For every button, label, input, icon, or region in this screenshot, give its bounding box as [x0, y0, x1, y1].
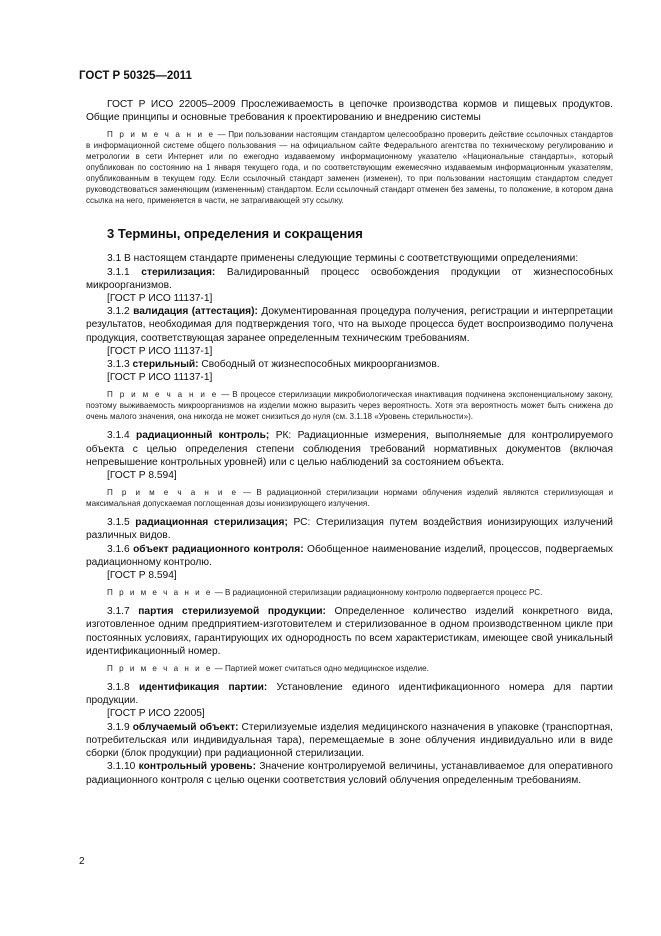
term-number: 3.1.2 — [107, 306, 130, 318]
note-3-1-3 — [86, 389, 613, 422]
term-source: [ГОСТ Р ИСО 11137-1] — [107, 293, 213, 305]
term-name: облучаемый объект: — [132, 721, 239, 733]
term-number: 3.1.6 — [107, 543, 130, 555]
term-name: идентификация партии: — [138, 682, 268, 694]
term-name: объект радиационного контроля: — [133, 543, 304, 555]
note-3-1-4 — [86, 487, 613, 509]
term-number: 3.1.3 — [107, 359, 130, 371]
note-text: — В радиационной стерилизации радиационному контролю подвергается процесс РС. — [214, 588, 543, 598]
term-definition: Определенное количество изделий конкретного вида, изготовленное одним предприятием-изготовителем и стерилизованное в одном производственном цикле при постоянных условиях, гарантирующих их однородность по всем характеристикам, имеющее свой уникальный идентификационный номер. — [86, 606, 613, 657]
note-label: П р и м е ч а н и е — [107, 664, 213, 674]
note-label: П р и м е ч а н и е — [107, 390, 219, 400]
note-text: — В радиационной стерилизации нормами облучения изделий являются стерилизующая и максимальная допускаемая поглощенная дозы ионизирующего излучения. — [86, 488, 614, 509]
term-definition: РС: Стерилизация путем воздействия ионизирующих излучений различных видов. — [86, 517, 613, 542]
term-definition: Стерилизуемые изделия медицинского назначения в упаковке (транспортная, потребительская или индивидуальная тара), перемещаемые в зоне облучения индивидуально или в виде сборки (блок продукции) при радиационной стерилизации. — [86, 721, 613, 760]
term-3-1-10 — [86, 760, 613, 786]
term-source: [ГОСТ Р ИСО 11137-1] — [107, 345, 213, 357]
term-3-1-1 — [86, 266, 613, 292]
term-definition: Установление единого идентификационного номера для партии продукции. — [86, 682, 613, 707]
term-number: 3.1.5 — [107, 517, 130, 529]
note-text: — Партией может считаться одно медицинское изделие. — [214, 664, 429, 674]
term-3-1-6 — [86, 543, 613, 569]
note-label: П р и м е ч а н и е — [107, 588, 213, 598]
note-text: — В процессе стерилизации микробиологическая инактивация подчинена экспоненциальному закону, поэтому выживаемость микроорганизмов на изделии можно выразить через вероятность. Хотя эта вероятность может быть снижена до очень малого значения, она никогда не может снизиться до нуля (см. 3.1.18 «Уровень стерильности»). — [86, 390, 614, 422]
clause-3-1: 3.1 В настоящем стандарте применены следующие термины с соответствующими определениями: — [107, 253, 579, 265]
term-number: 3.1.10 — [107, 761, 136, 773]
term-name: стерилизация: — [141, 266, 216, 278]
term-number: 3.1.1 — [107, 266, 130, 278]
term-source: [ГОСТ Р ИСО 22005] — [107, 708, 205, 720]
term-definition: Документированная процедура получения, регистрации и интерпретации результатов, необходимая для подтверждения того, что на выходе процесса будет воспроизводимо получена продукция, соответствующая заранее определенным техническим требованиям. — [86, 306, 614, 344]
term-name: стерильный: — [132, 359, 199, 371]
document-header: ГОСТ Р 50325—2011 — [79, 70, 192, 82]
reference-iso-22005: ГОСТ Р ИСО 22005–2009 Прослеживаемость в цепочке производства кормов и пищевых продуктов. Общие принципы и основные требования к проектированию и внедрению системы — [86, 99, 613, 124]
term-3-1-5 — [86, 516, 613, 542]
term-name: партия стерилизуемой продукции: — [138, 606, 326, 618]
page-number: 2 — [79, 856, 85, 867]
section-heading: 3 Термины, определения и сокращения — [107, 226, 363, 242]
term-3-1-2 — [86, 305, 613, 345]
note-references — [86, 129, 613, 206]
term-definition: Свободный от жизнеспособных микроорганизмов. — [201, 359, 440, 371]
term-name: радиационная стерилизация; — [135, 517, 288, 529]
term-source: [ГОСТ Р 8.594] — [107, 470, 177, 482]
note-3-1-6 — [86, 587, 613, 598]
term-definition: Валидированный процесс освобождения продукции от жизнеспособных микроорганизмов. — [86, 266, 613, 291]
term-3-1-7 — [86, 605, 613, 658]
term-3-1-3 — [86, 358, 613, 371]
note-label: П р и м е ч а н и е — [107, 130, 216, 140]
term-3-1-4 — [86, 429, 613, 469]
term-number: 3.1.9 — [107, 721, 130, 733]
note-3-1-7 — [86, 663, 613, 674]
term-name: валидация (аттестация): — [133, 306, 258, 318]
note-label: П р и м е ч а н и е — [107, 488, 239, 498]
term-3-1-8 — [86, 681, 613, 707]
term-source: [ГОСТ Р 8.594] — [107, 570, 177, 582]
term-name: радиационный контроль; — [136, 430, 270, 442]
term-source: [ГОСТ Р ИСО 11137-1] — [107, 372, 213, 384]
term-number: 3.1.4 — [107, 430, 130, 442]
term-definition: Значение контролируемой величины, устанавливаемое для оперативного радиационного контроля с целью оценки соответствия условий облучения определенным требованиям. — [86, 761, 613, 786]
term-definition: РК: Радиационные измерения, выполняемые для контролируемого объекта с целью определения степени соблюдения требований нормативных документов (включая непревышение контрольных уровней) или с целью наблюдений за состоянием объекта. — [86, 430, 613, 468]
term-3-1-9 — [86, 721, 613, 761]
page-content — [86, 98, 613, 787]
term-name: контрольный уровень: — [138, 761, 256, 773]
term-number: 3.1.7 — [107, 606, 130, 618]
note-text: — При пользовании настоящим стандартом целесообразно проверить действие ссылочных стандартов в информационной системе общего пользования — на официальном сайте Федерального агентства по техническому регулированию и метрологии в сети Интернет или по ежегодно издаваемому информационному указателю «Национальные стандарты», который опубликован по состоянию на 1 января текущего года, и по соответствующим ежемесячно издаваемым информационным указателям, опубликованным в текущем году. Если ссылочный стандарт заменен (изменен), то при пользовании настоящим стандартом следует руководствоваться заменяющим (измененным) стандартом. Если ссылочный стандарт отменен без замены, то положение, в котором дана ссылка на него, применяется в части, не затрагивающей эту ссылку. — [86, 130, 613, 206]
term-number: 3.1.8 — [107, 682, 130, 694]
term-definition: Обобщенное наименование изделий, процессов, подвергаемых радиационному контролю. — [86, 543, 613, 568]
